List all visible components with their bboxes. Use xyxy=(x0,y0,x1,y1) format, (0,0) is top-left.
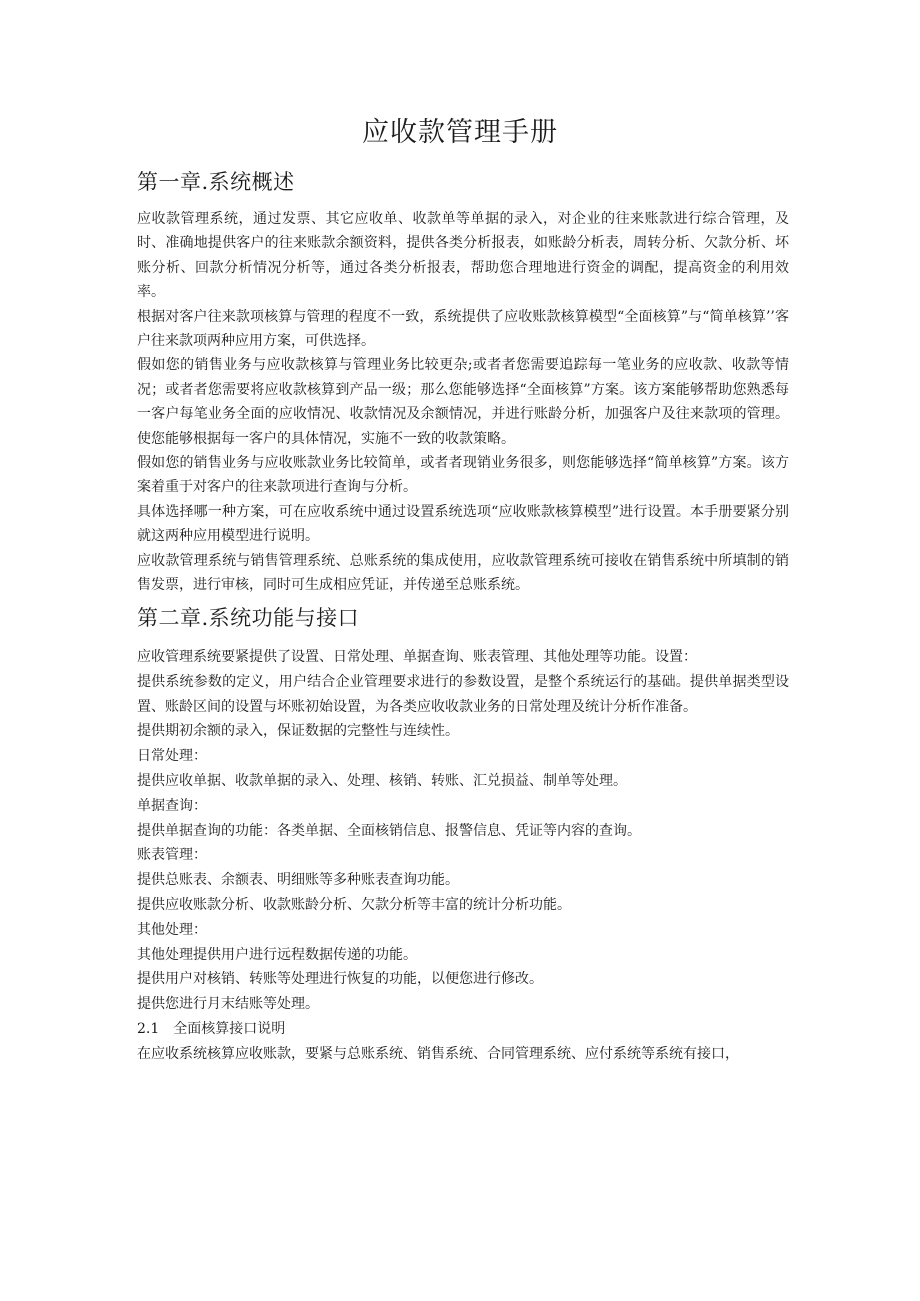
chapter-1-heading: 第一章.系统概述 xyxy=(137,170,295,194)
paragraph: 具体选择哪一种方案，可在应收系统中通过设置系统选项“应收账款核算模型”进行设置。本手册要紧分别就这两种应用模型进行说明。 xyxy=(137,503,789,545)
paragraph: 在应收系统核算应收账款，要紧与总账系统、销售系统、合同管理系统、应付系统等系统有接口， xyxy=(137,1045,739,1062)
document-title: 应收款管理手册 xyxy=(362,117,558,148)
paragraph: 假如您的销售业务与应收款核算与管理业务比较更杂;或者者您需要追踪每一笔业务的应收款、收款等情况；或者者您需要将应收款核算到产品一级；那么您能够选择“全面核算”方案。该方案能够帮助您熟悉每一客户每笔业务全面的应收情况、收款情况及余额情况，并进行账龄分析，加强客户及往来款项的管理。使您能够根据每一客户的具体情况，实施不一致的收款策略。 xyxy=(137,357,789,447)
subheading-ledger-management: 账表管理： xyxy=(137,847,207,864)
paragraph: 提供期初余额的录入，保证数据的完整性与连续性。 xyxy=(137,723,459,740)
paragraph: 应收管理系统要紧提供了设置、日常处理、单据查询、账表管理、其他处理等功能。设置： xyxy=(137,649,697,665)
paragraph: 应收款管理系统，通过发票、其它应收单、收款单等单据的录入，对企业的往来账款进行综合管理，及时、准确地提供客户的往来账款余额资料，提供各类分析报表，如账龄分析表，周转分析、欠款分析、坏账分析、回款分析情况分析等，通过各类分析报表，帮助您合理地进行资金的调配，提高资金的利用效率。 xyxy=(137,211,789,301)
subheading-document-query: 单据查询： xyxy=(137,797,207,814)
chapter-1-body xyxy=(137,207,789,598)
paragraph: 根据对客户往来款项核算与管理的程度不一致，系统提供了应收账款核算模型“全面核算”与“简单核算’’客户往来款项两种应用方案，可供选择。 xyxy=(137,308,789,350)
paragraph: 提供应收单据、收款单据的录入、处理、核销、转账、汇兑损益、制单等处理。 xyxy=(137,772,627,789)
paragraph: 提供您进行月末结账等处理。 xyxy=(137,996,319,1013)
chapter-2-body xyxy=(137,645,789,1067)
section-heading-2-1: 2.1 全面核算接口说明 xyxy=(137,1020,286,1037)
paragraph: 提供系统参数的定义，用户结合企业管理要求进行的参数设置，是整个系统运行的基础。提供单据类型设置、账龄区间的设置与坏账初始设置，为各类应收收款业务的日常处理及统计分析作准备。 xyxy=(137,673,789,715)
paragraph: 提供单据查询的功能：各类单据、全面核销信息、报警信息、凭证等内容的查询。 xyxy=(137,822,641,839)
paragraph: 其他处理提供用户进行远程数据传递的功能。 xyxy=(137,946,417,963)
subheading-other-processing: 其他处理： xyxy=(137,921,207,938)
paragraph: 提供用户对核销、转账等处理进行恢复的功能，以便您进行修改。 xyxy=(137,971,543,988)
paragraph: 假如您的销售业务与应收账款业务比较简单，或者者现销业务很多，则您能够选择“简单核算”方案。该方案着重于对客户的往来款项进行查询与分析。 xyxy=(137,455,789,496)
paragraph: 应收款管理系统与销售管理系统、总账系统的集成使用，应收款管理系统可接收在销售系统中所填制的销售发票，进行审核，同时可生成相应凭证，并传递至总账系统。 xyxy=(137,552,789,594)
paragraph: 提供应收账款分析、收款账龄分析、欠款分析等丰富的统计分析功能。 xyxy=(137,896,571,913)
chapter-2-heading: 第二章.系统功能与接口 xyxy=(137,606,360,630)
paragraph: 提供总账表、余额表、明细账等多种账表查询功能。 xyxy=(137,872,459,889)
subheading-daily-processing: 日常处理： xyxy=(137,748,207,765)
